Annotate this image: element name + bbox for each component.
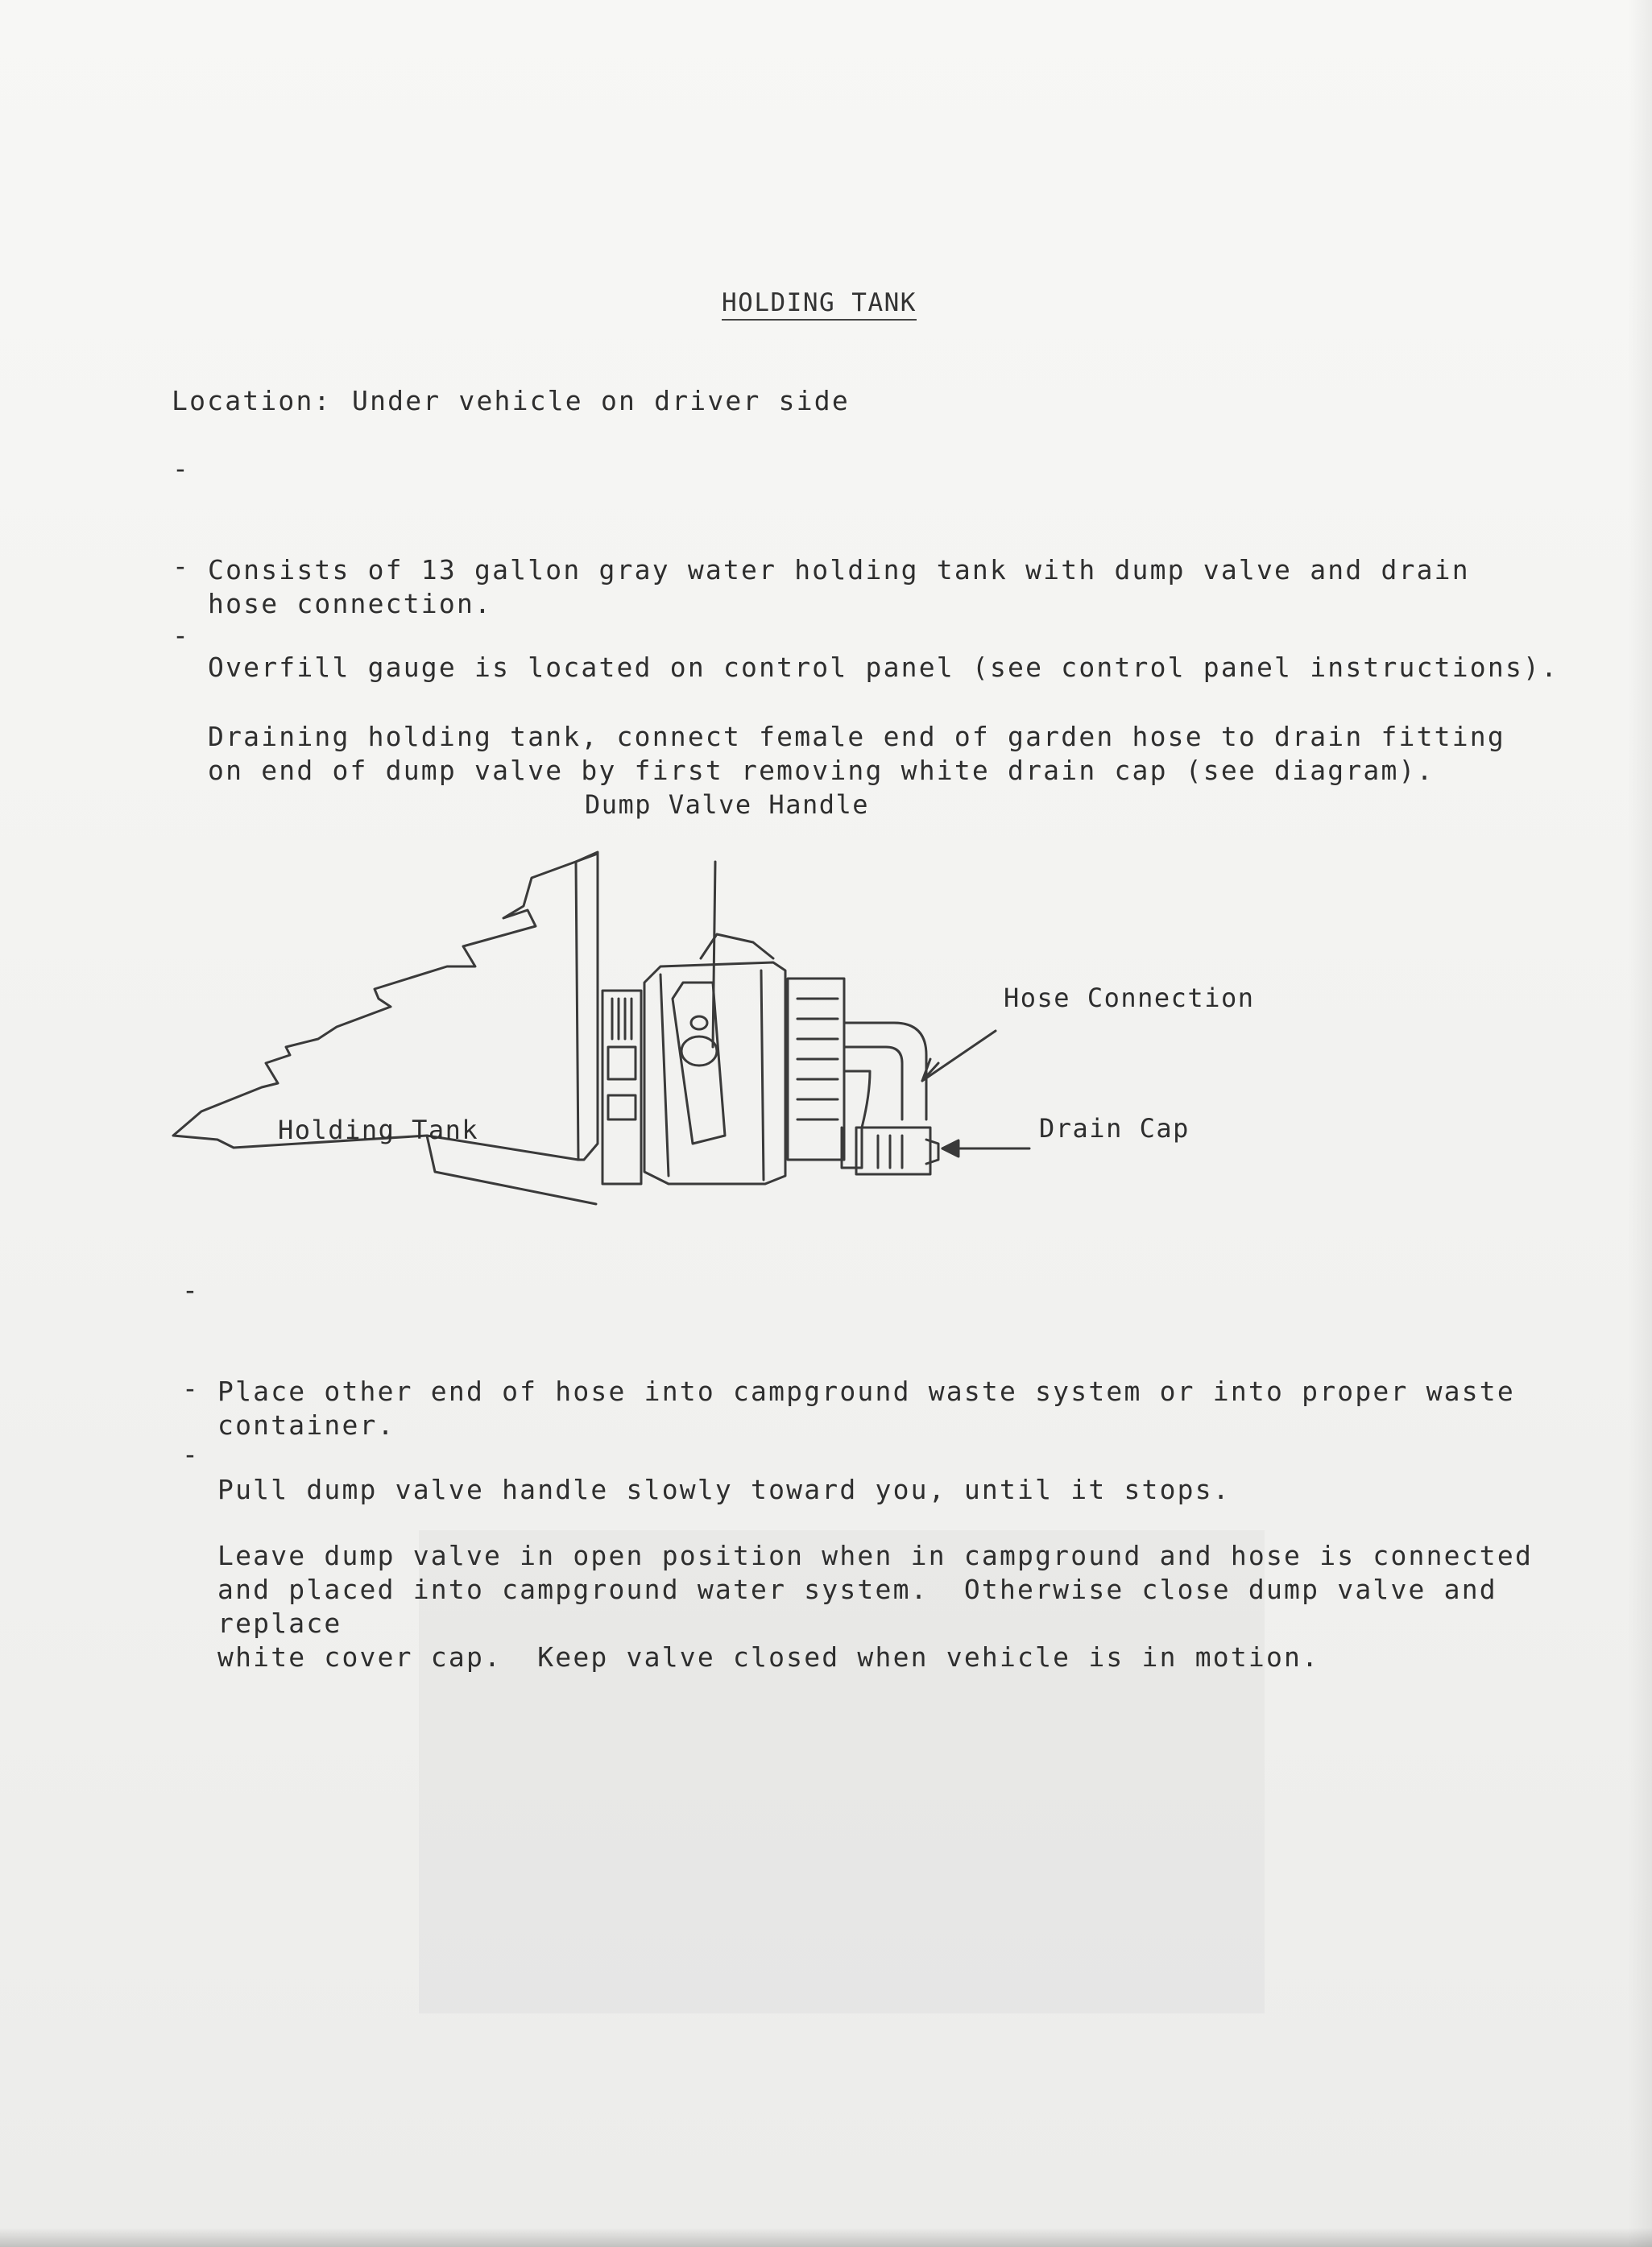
- label-dump-valve-handle: Dump Valve Handle: [585, 789, 870, 820]
- bullet-dash: -: [172, 453, 191, 484]
- tank-end-plate: [576, 852, 598, 1160]
- bullet-dash: -: [172, 550, 191, 581]
- bullet-dash: -: [182, 1274, 201, 1306]
- coupling-ribs: [788, 979, 844, 1160]
- bullet-text: Draining holding tank, connect female end of garden hose to drain fitting on end of dump valve by first removing white drain cap (see diagram).: [208, 721, 1505, 786]
- label-holding-tank: Holding Tank: [278, 1115, 479, 1145]
- bullet-dash: -: [182, 1372, 201, 1404]
- bullet-text: Pull dump valve handle slowly toward you, until it stops.: [217, 1474, 1231, 1505]
- bullet-dash: -: [172, 619, 191, 651]
- location-value: Under vehicle on driver side: [352, 385, 850, 416]
- label-drain-cap: Drain Cap: [1039, 1113, 1190, 1144]
- bullet-text: Leave dump valve in open position when in campground and hose is connected and placed into campground water system. Otherwise close dump valve and replace white cover cap. Keep valve closed when vehicle is in motion.: [217, 1540, 1534, 1673]
- page-title: HOLDING TANK: [722, 288, 917, 321]
- leader-hose-connection: [922, 1031, 996, 1081]
- location-label: Location:: [172, 385, 332, 416]
- bullet-text: Overfill gauge is located on control panel (see control panel instructions).: [208, 652, 1559, 683]
- flange: [602, 991, 641, 1184]
- bullet-leave-open: [182, 1438, 1632, 1708]
- label-hose-connection: Hose Connection: [1004, 983, 1255, 1013]
- bullet-text: Place other end of hose into campground waste system or into proper waste container.: [217, 1376, 1515, 1441]
- dump-valve-handle: [673, 983, 725, 1144]
- bullet-text: Consists of 13 gallon gray water holding tank with dump valve and drain hose connection.: [208, 554, 1470, 619]
- bullet-dash: -: [182, 1438, 201, 1470]
- drain-cap: [856, 1128, 930, 1174]
